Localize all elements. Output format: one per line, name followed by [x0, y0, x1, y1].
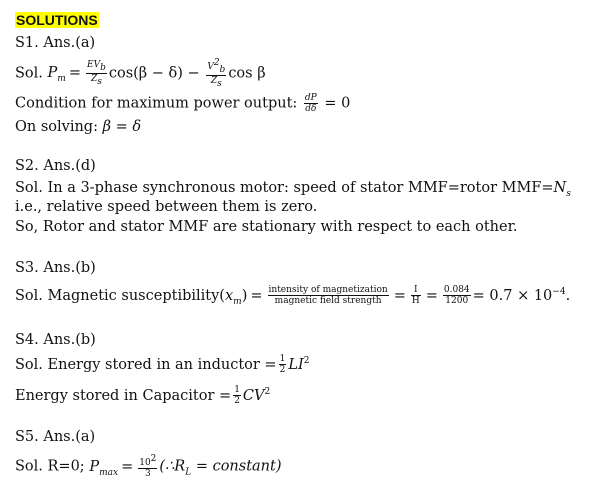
s1-frac2-num-sub: b [219, 64, 226, 75]
s4-half-2 [233, 385, 241, 406]
s5-answer: S5. Ans.(a) [15, 429, 96, 445]
s5-cond-sub: L [185, 467, 192, 478]
s4-li-sup: 2 [303, 356, 310, 366]
s1-frac2-den: Z [210, 75, 218, 86]
s3-h: H [411, 296, 420, 307]
s3-prefix: Sol. Magnetic susceptibility( [15, 287, 225, 304]
s1-solving-eq: β = δ [102, 119, 142, 135]
s1-answer: S1. Ans.(a) [15, 35, 96, 51]
s1-cos-term: cos(β − δ) − [108, 65, 200, 82]
s3-end: . [565, 287, 571, 304]
s1-frac1-num-sub: b [100, 62, 106, 73]
s4-capacitor-text: Energy stored in Capacitor = [15, 387, 232, 404]
s1-frac2-num: V [207, 62, 214, 72]
s4-cv: CV [242, 387, 265, 404]
s1-equals-zero: = 0 [324, 95, 351, 112]
s1-dp: dP [304, 93, 317, 103]
s3-frac-num: intensity of magnetization [268, 285, 388, 296]
s1-solution-equation: Sol. $P_m$ = $\frac{EV_b}{Z_s}$ cos(β − δ) − $\frac{V^2_b}{Z_s}$ cos β [15, 58, 266, 89]
s4-half-2-den: 2 [234, 396, 240, 407]
s5-p-symbol: P [89, 458, 100, 475]
s3-answer: S3. Ans.(b) [15, 260, 96, 276]
s2-line-3: So, Rotor and stator MMF are stationary with respect to each other. [15, 219, 518, 235]
s2-answer: S2. Ans.(d) [15, 158, 96, 174]
s2-ns-sub: s [566, 188, 571, 199]
s5-num-sup: 2 [150, 454, 157, 464]
s1-frac2-num-sup: 2 [213, 58, 220, 68]
s4-half-1-den: 2 [279, 365, 286, 376]
s5-p-sub: max [99, 467, 119, 478]
s1-pm [47, 65, 66, 85]
s3-chi-symbol: x [224, 287, 234, 304]
s3-val-den: 1200 [445, 296, 469, 307]
s5-cond: (∴R [159, 458, 186, 475]
s3-chi [224, 287, 242, 307]
s1-pm-sub: m [57, 74, 66, 85]
s4-half-2-num: 1 [234, 385, 240, 396]
s1-solving-text: On solving: [15, 119, 98, 135]
s5-den: 3 [144, 469, 151, 479]
s1-condition [15, 93, 350, 114]
s5-solution-equation: Sol. R=0; $P_{max}$ = $\frac{10^2}{3}$ ($\therefore R_L$ = constant) [15, 454, 282, 479]
s3-chi-sub: m [233, 296, 242, 307]
s1-frac1-den: Z [90, 73, 98, 84]
s5-pmax [89, 458, 119, 478]
s3-close: ) [241, 287, 248, 304]
s5-num: 10 [139, 458, 151, 468]
s3-result-sup: −4 [552, 287, 566, 297]
s4-inductor-text: Sol. Energy stored in an inductor = [15, 356, 277, 373]
s1-frac1-den-sub: s [97, 76, 102, 87]
s4-li: LI [288, 356, 304, 373]
s3-val-num: 0.084 [443, 285, 470, 296]
s3-frac-den: magnetic field strength [274, 296, 382, 307]
s1-pm-symbol: P [47, 65, 58, 82]
s1-frac2-den-sub: s [217, 78, 222, 89]
s5-prefix: Sol. R=0; [15, 458, 85, 475]
s4-half-1 [279, 354, 287, 375]
s2-line-1-text: Sol. In a 3-phase synchronous motor: speed of stator MMF=rotor MMF= [15, 180, 554, 196]
s1-fraction-1 [86, 60, 107, 87]
solutions-heading: SOLUTIONS [16, 12, 98, 28]
s4-capacitor [15, 383, 270, 406]
s2-ns [553, 180, 571, 199]
s1-frac1-num: EV [87, 60, 101, 70]
s1-solving [15, 118, 141, 136]
s4-half-1-num: 1 [279, 354, 286, 365]
s3-i: I [411, 285, 421, 296]
s1-derivative [304, 93, 318, 114]
s3-fraction-values [443, 285, 471, 306]
s1-condition-text: Condition for maximum power output: [15, 95, 298, 112]
s3-result: = 0.7 × 10 [472, 287, 553, 304]
s5-cond-end: = constant) [195, 458, 282, 475]
s4-inductor [15, 352, 309, 375]
s3-solution-equation: Sol. Magnetic $susceptibility(x_m)$ = $\frac{\text{intensity of magnetization}}{\text{magnetic field strength}}$ = $\frac{I}{H}$ = $\frac{0.084}{1200}$ = $0.7 \times 10^{-4}$. [15, 285, 571, 307]
s1-ddelta: dδ [305, 104, 317, 114]
s4-answer: S4. Ans.(b) [15, 332, 96, 348]
s1-fraction-2 [206, 58, 226, 89]
s2-ns-symbol: N [553, 180, 567, 196]
s2-line-2: i.e., relative speed between them is zero. [15, 199, 318, 215]
s5-fraction [138, 454, 157, 479]
s1-cos-beta: cos β [228, 65, 266, 82]
s3-fraction-words [268, 285, 389, 306]
s1-sol-prefix: Sol. [15, 65, 48, 82]
s4-cv-sup: 2 [264, 387, 271, 397]
s3-fraction-symbols [411, 285, 421, 306]
solutions-heading-line [15, 11, 99, 30]
